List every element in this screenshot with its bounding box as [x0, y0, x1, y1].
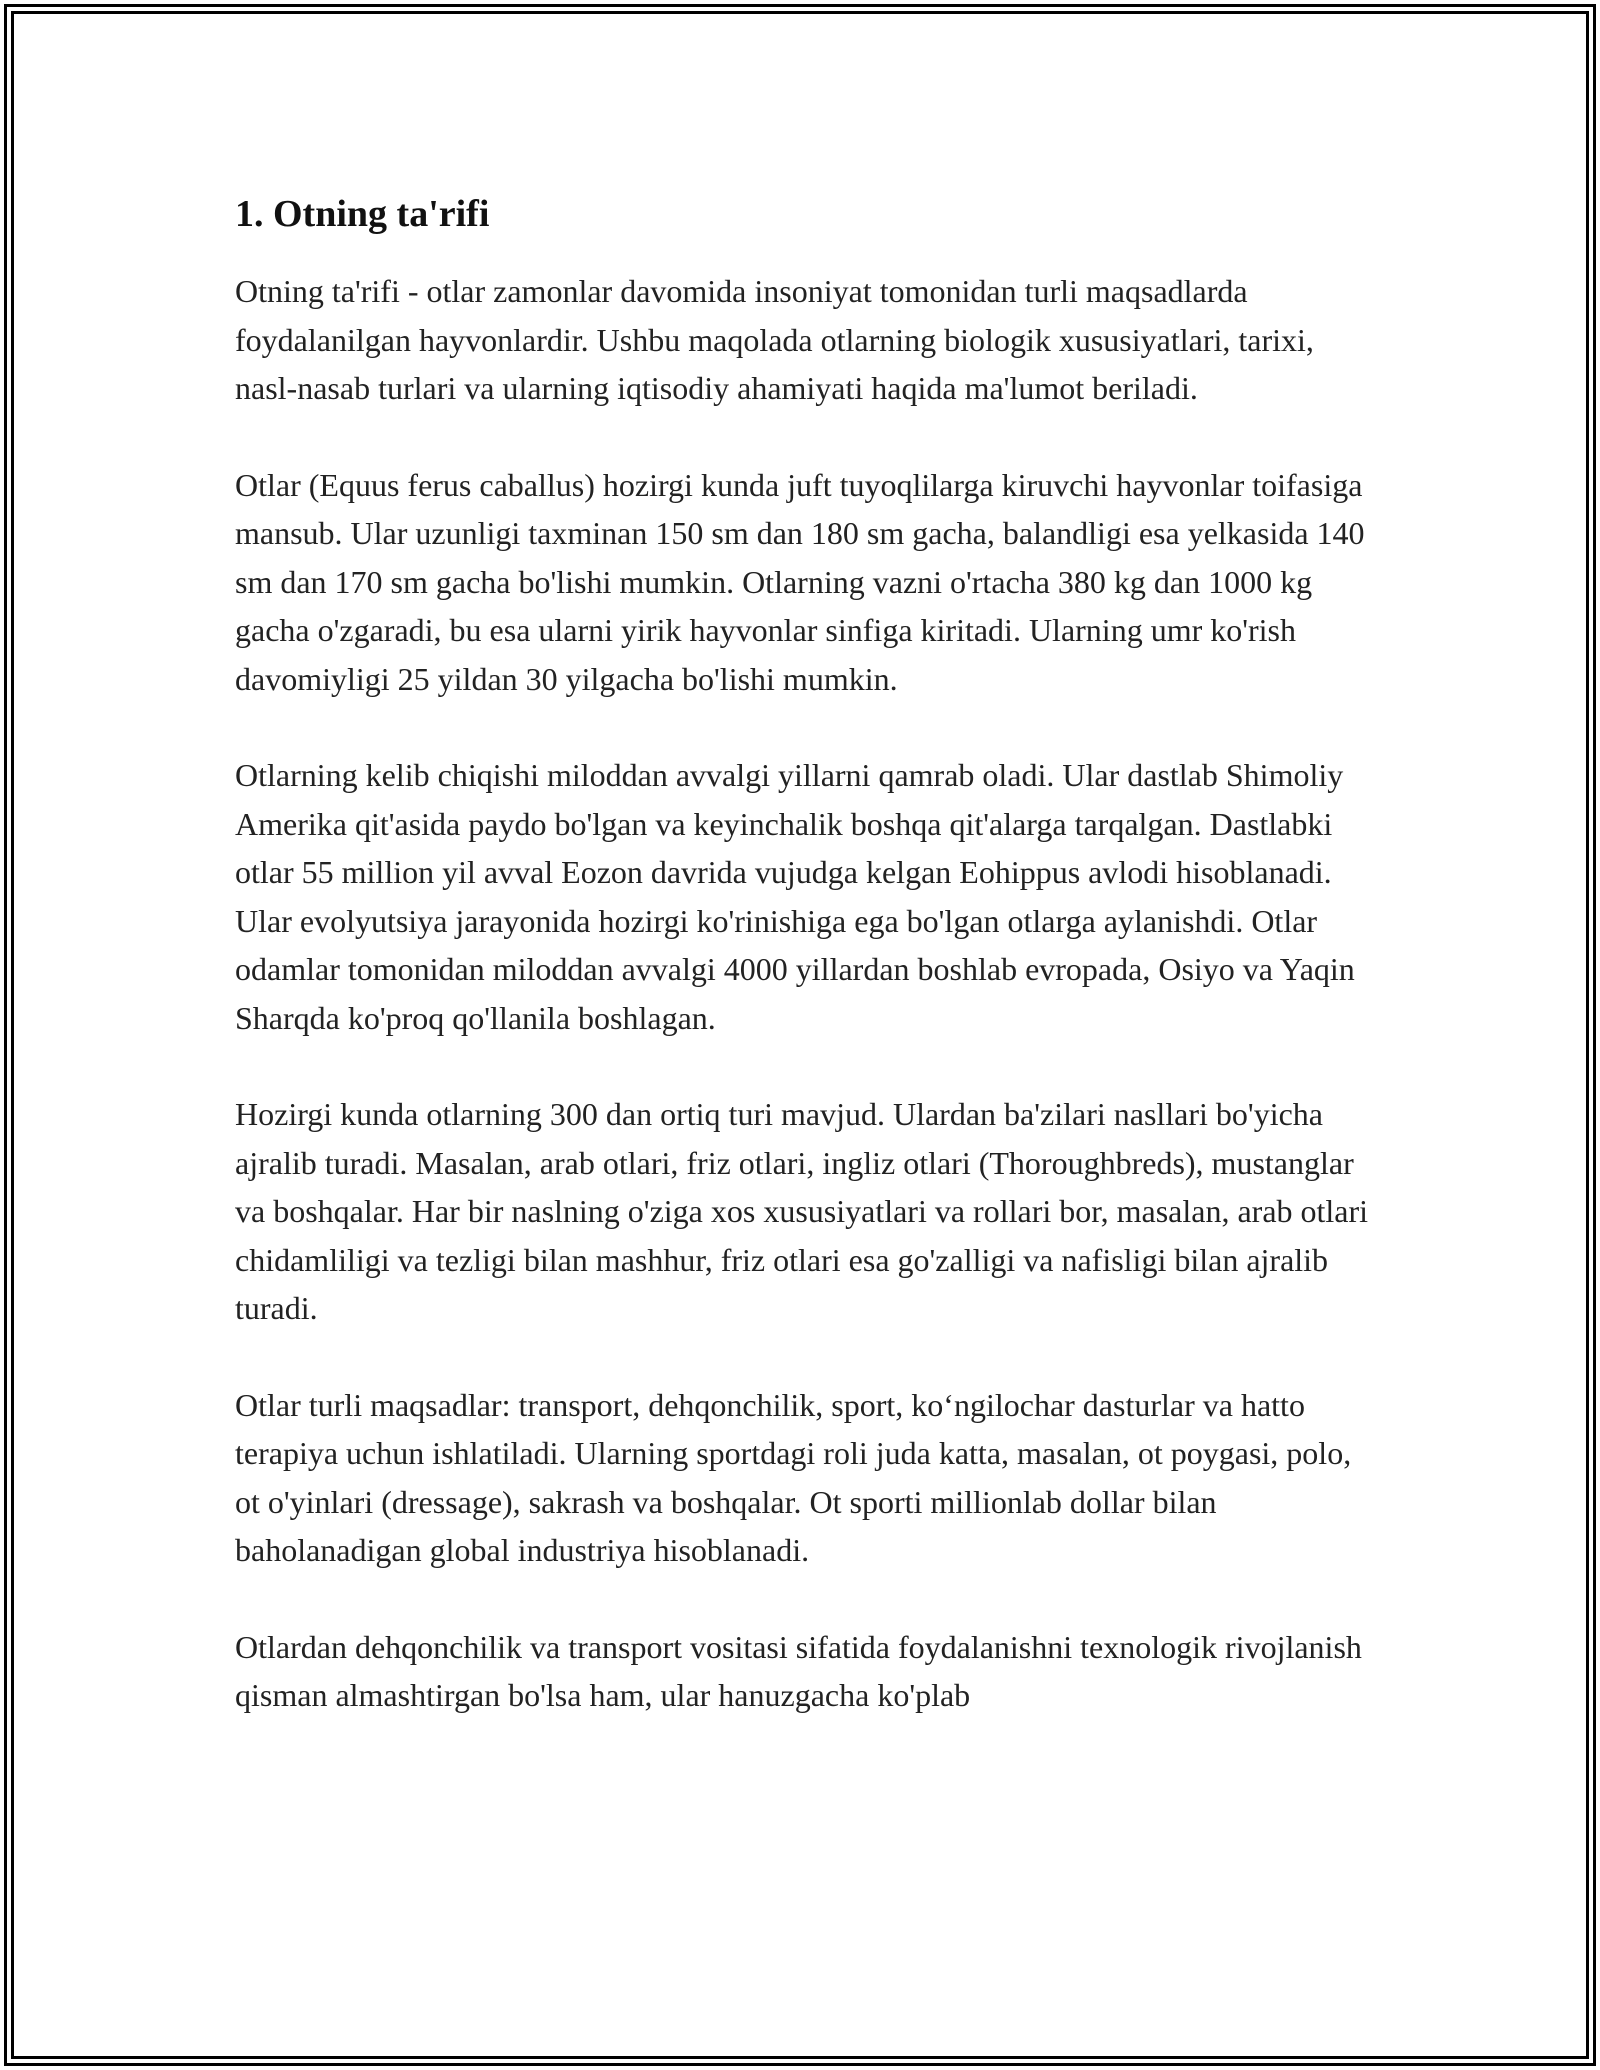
paragraph-definition: Otning ta'rifi - otlar zamonlar davomida insoniyat tomonidan turli maqsadlarda foydalanilgan hayvonlardir. Ushbu maqolada otlarning biologik xususiyatlari, tarixi, nasl-nasab turlari va ularning iqtisodiy ahamiyati haqida ma'lumot beriladi.: [235, 273, 1314, 406]
paragraph-origin: Otlarning kelib chiqishi miloddan avvalgi yillarni qamrab oladi. Ular dastlab Shimoliy Amerika qit'asida paydo bo'lgan va keyinchalik boshqa qit'alarga tarqalgan. Dastlabki otlar 55 million yil avval Eozon davrida vujudga kelgan Eohippus avlodi hisoblanadi. Ular evolyutsiya jarayonida hozirgi ko'rinishiga ega bo'lgan otlarga aylanishdi. Otlar odamlar tomonidan miloddan avvalgi 4000 yillardan boshlab evropada, Osiyo va Yaqin Sharqda ko'proq qo'llanila boshlagan.: [235, 757, 1355, 1036]
section-title: 1. Otning ta'rifi: [235, 193, 490, 235]
paragraph-agriculture: Otlardan dehqonchilik va transport vositasi sifatida foydalanishni texnologik rivojlanish qisman almashtirgan bo'lsa ham, ular hanuzgacha ko'plab: [235, 1628, 1362, 1713]
paragraph-uses: Otlar turli maqsadlar: transport, dehqonchilik, sport, ko‘ngilochar dasturlar va hatto terapiya uchun ishlatiladi. Ularning sportdagi roli juda katta, masalan, ot poygasi, polo, ot o'yinlari (dressage), sakrash va boshqalar. Ot sporti millionlab dollar bilan baholanadigan global industriya hisoblanadi.: [235, 1386, 1352, 1568]
paragraph-breeds: Hozirgi kunda otlarning 300 dan ortiq turi mavjud. Ulardan ba'zilari nasllari bo'yicha ajralib turadi. Masalan, arab otlari, friz otlari, ingliz otlari (Thoroughbreds), mustanglar va boshqalar. Har bir naslning o'ziga xos xususiyatlari va rollari bor, masalan, arab otlari chidamliligi va tezligi bilan mashhur, friz otlari esa go'zalligi va nafisligi bilan ajralib turadi.: [235, 1096, 1369, 1326]
paragraph-biology: Otlar (Equus ferus caballus) hozirgi kunda juft tuyoqlilarga kiruvchi hayvonlar toifasiga mansub. Ular uzunligi taxminan 150 sm dan 180 sm gacha, balandligi esa yelkasida 140 sm dan 170 sm gacha bo'lishi mumkin. Otlarning vazni o'rtacha 380 kg dan 1000 kg gacha o'zgaradi, bu esa ularni yirik hayvonlar sinfiga kiritadi. Ularning umr ko'rish davomiyligi 25 yildan 30 yilgacha bo'lishi mumkin.: [235, 466, 1365, 697]
document-body: [235, 183, 1375, 1768]
